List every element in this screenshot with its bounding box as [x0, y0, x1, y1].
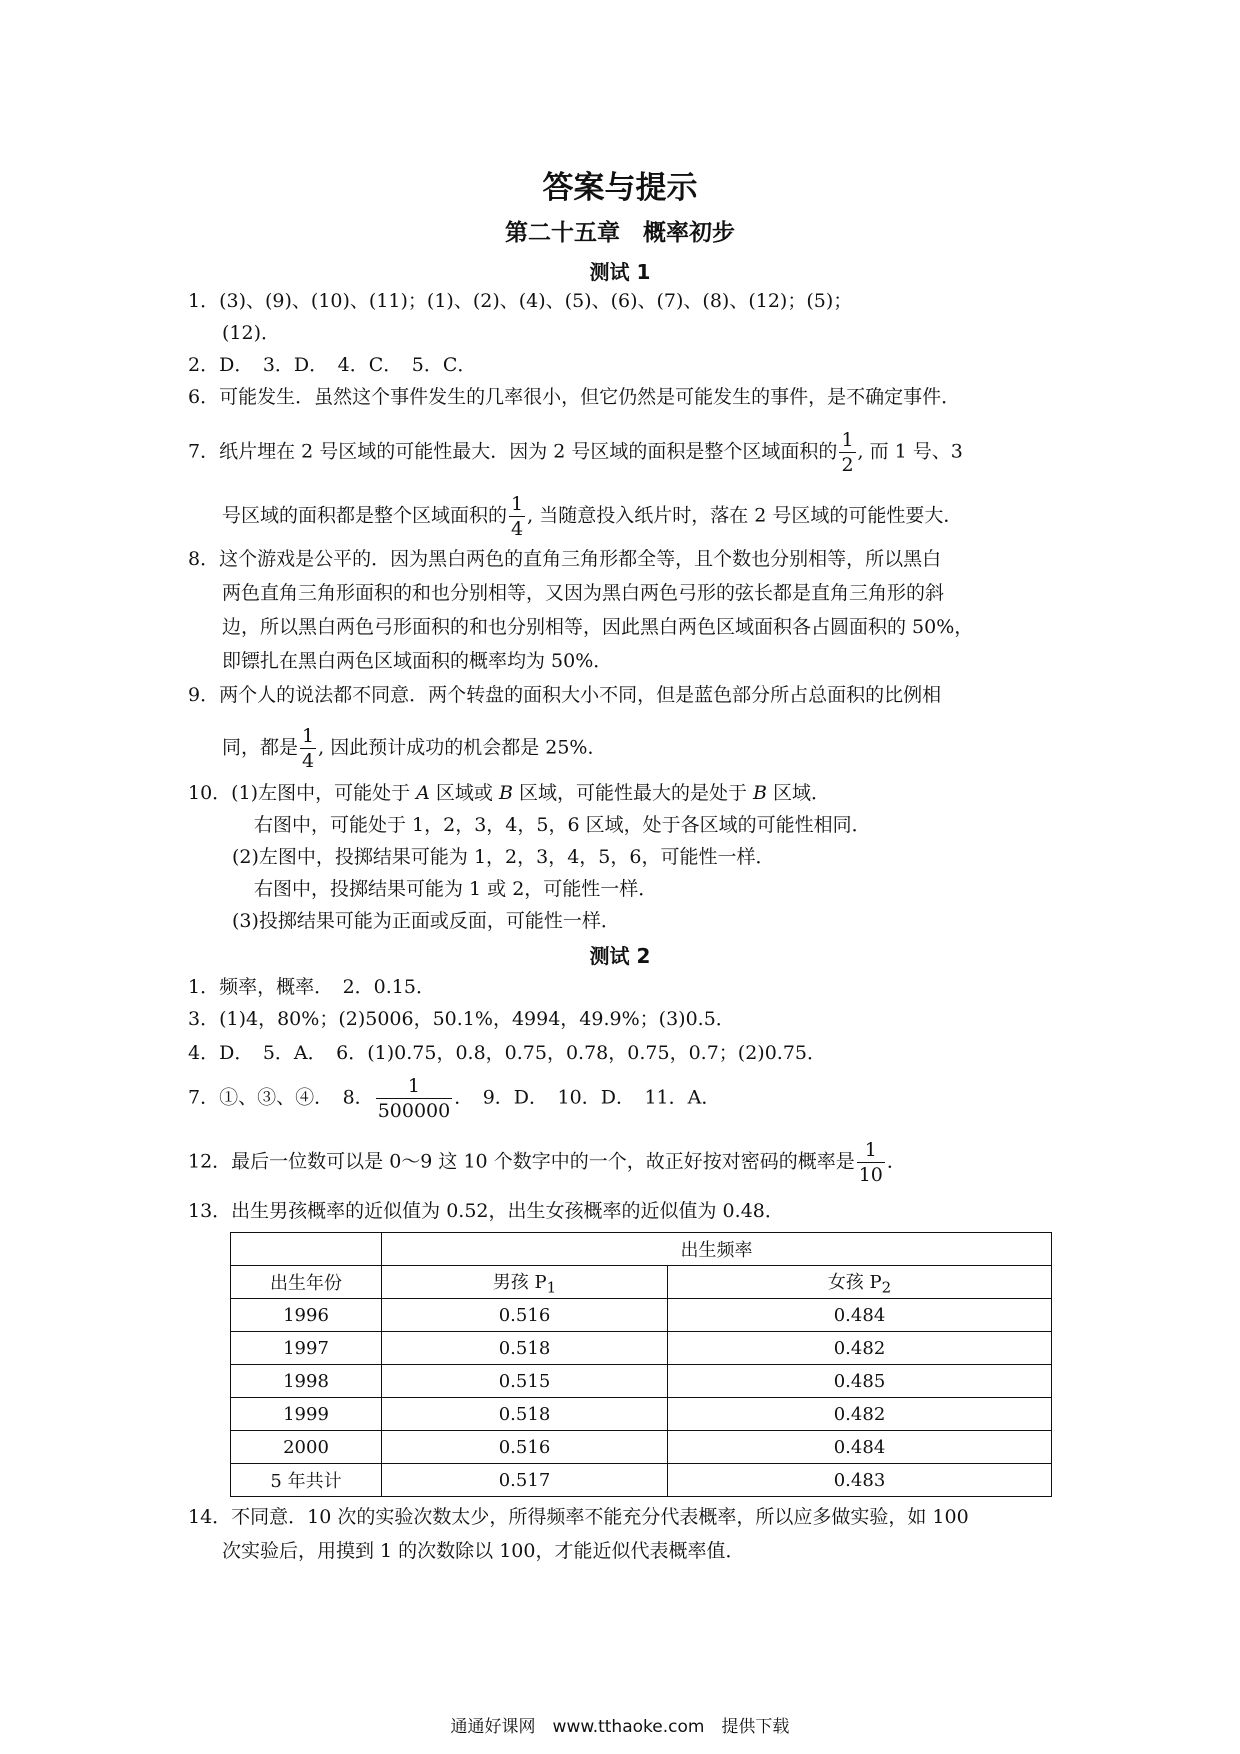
t1-answer-7-text-end: , 而 1 号、3	[857, 440, 963, 463]
cell-boy: 0.517	[382, 1464, 668, 1497]
table-row	[231, 1398, 1052, 1431]
col-girl-label: 女孩 P	[827, 1271, 882, 1293]
t1-answer-8-line3: 边，所以黑白两色弓形面积的和也分别相等，因此黑白两色区域面积各占圆面积的 50%，	[222, 616, 974, 638]
denominator: 500000	[377, 1100, 451, 1122]
fraction	[300, 724, 316, 773]
table-row	[231, 1332, 1052, 1365]
cell-year: 1999	[231, 1398, 382, 1431]
cell-girl: 0.484	[668, 1431, 1052, 1464]
t2-answers-1-2: 1．频率，概率． 2．0.15．	[188, 976, 435, 998]
t1-answer-10-line1	[188, 780, 830, 806]
text-segment: ． 9．D． 10．D． 11．A．	[454, 1086, 721, 1109]
variable-a: A	[416, 782, 430, 804]
table-row	[231, 1365, 1052, 1398]
text-segment: ．	[886, 1150, 906, 1173]
text-segment: 7．①、③、④． 8．	[188, 1086, 374, 1109]
numerator: 1	[841, 429, 854, 451]
table-row	[231, 1431, 1052, 1464]
t1-answer-9-text-end: , 因此预计成功的机会都是 25%．	[318, 736, 607, 759]
text-segment: 区域．	[767, 782, 831, 804]
t1-answer-7-text2: 号区域的面积都是整个区域面积的	[222, 504, 508, 527]
t1-answer-1-cont: (12)．	[222, 322, 281, 344]
fraction	[839, 428, 855, 477]
table-row	[231, 1464, 1052, 1497]
cell-girl: 0.482	[668, 1332, 1052, 1365]
cell-boy: 0.515	[382, 1365, 668, 1398]
t1-answer-9-text: 同，都是	[222, 736, 299, 759]
birth-frequency-table	[230, 1232, 1052, 1497]
t2-answers-4-6: 4．D． 5．A． 6．(1)0.75，0.8，0.75，0.78，0.75，0.7；(2)0.75．	[188, 1042, 827, 1064]
cell-girl: 0.483	[668, 1464, 1052, 1497]
cell-year: 5 年共计	[231, 1464, 382, 1497]
t1-answer-6: 6．可能发生．虽然这个事件发生的几率很小，但它仍然是可能发生的事件，是不确定事件．	[188, 386, 961, 408]
cell-year: 1998	[231, 1365, 382, 1398]
col-year-header: 出生年份	[231, 1266, 382, 1299]
variable-b: B	[498, 782, 513, 804]
cell-boy: 0.516	[382, 1431, 668, 1464]
cell-girl: 0.482	[668, 1398, 1052, 1431]
col-girl-header	[668, 1266, 1052, 1299]
t2-answer-13: 13．出生男孩概率的近似值为 0.52，出生女孩概率的近似值为 0.48．	[188, 1200, 784, 1222]
text-segment: 区域，可能性最大的是处于	[512, 782, 754, 804]
t1-answer-8-line4: 即镖扎在黑白两色区域面积的概率均为 50%．	[222, 650, 613, 672]
cell-girl: 0.485	[668, 1365, 1052, 1398]
numerator: 1	[302, 725, 315, 747]
test1-heading: 测试 1	[589, 260, 651, 284]
table-row	[231, 1299, 1052, 1332]
cell-girl: 0.484	[668, 1299, 1052, 1332]
fraction	[376, 1074, 453, 1123]
col-boy-label: 男孩 P	[492, 1271, 547, 1293]
numerator: 1	[376, 1074, 453, 1099]
denominator: 10	[858, 1164, 883, 1186]
group-header: 出生频率	[382, 1233, 1052, 1266]
text-segment: 区域或	[429, 782, 499, 804]
numerator: 1	[511, 493, 524, 515]
t1-answer-10-line3: (2)左图中，投掷结果可能为 1，2，3，4，5，6，可能性一样．	[232, 846, 775, 868]
t1-answer-7-text: 7．纸片埋在 2 号区域的可能性最大．因为 2 号区域的面积是整个区域面积的	[188, 440, 838, 463]
table-subheader-row	[231, 1266, 1052, 1299]
col-boy-header	[382, 1266, 668, 1299]
page-title: 答案与提示	[542, 170, 698, 206]
t2-answer-14-line1: 14．不同意．10 次的实验次数太少，所得频率不能充分代表概率，所以应多做实验，如 100	[188, 1506, 969, 1528]
cell-year: 1997	[231, 1332, 382, 1365]
cell-boy: 0.518	[382, 1398, 668, 1431]
text-segment: 10．(1)左图中，可能处于	[188, 782, 417, 804]
t1-answer-7-line2	[222, 492, 962, 541]
t1-answer-8-line1: 8．这个游戏是公平的．因为黑白两色的直角三角形都全等，且个数也分别相等，所以黑白	[188, 548, 942, 570]
denominator: 4	[511, 518, 524, 540]
col-boy-sub: 1	[546, 1278, 557, 1297]
t1-answer-10-line2: 右图中，可能处于 1，2，3，4，5，6 区域，处于各区域的可能性相同．	[254, 814, 871, 836]
t1-answer-7-line1	[188, 428, 963, 477]
t1-answer-9-line1: 9．两个人的说法都不同意．两个转盘的面积大小不同，但是蓝色部分所占总面积的比例相	[188, 684, 942, 706]
table-header-row	[231, 1233, 1052, 1266]
cell-boy: 0.518	[382, 1332, 668, 1365]
cell-boy: 0.516	[382, 1299, 668, 1332]
denominator: 4	[302, 750, 315, 772]
col-girl-sub: 2	[881, 1278, 892, 1297]
t1-answer-7-text2-end: , 当随意投入纸片时，落在 2 号区域的可能性要大．	[527, 504, 963, 527]
t1-answer-9-line2	[222, 724, 606, 773]
variable-b: B	[753, 782, 767, 804]
text-segment: 12．最后一位数可以是 0～9 这 10 个数字中的一个，故正好按对密码的概率是	[188, 1150, 855, 1173]
footer-credit: 通通好课网 www.tthaoke.com 提供下载	[450, 1717, 790, 1737]
t2-answer-14-line2: 次实验后，用摸到 1 的次数除以 100，才能近似代表概率值．	[222, 1540, 745, 1562]
fraction	[857, 1138, 885, 1187]
fraction	[509, 492, 525, 541]
t2-answer-3: 3．(1)4，80%；(2)5006，50.1%，4994，49.9%；(3)0.5．	[188, 1008, 735, 1030]
t1-answer-10-line4: 右图中，投掷结果可能为 1 或 2，可能性一样．	[254, 878, 658, 900]
cell-year: 2000	[231, 1431, 382, 1464]
cell-year: 1996	[231, 1299, 382, 1332]
t1-answers-2-5: 2．D． 3．D． 4．C． 5．C．	[188, 354, 477, 376]
t2-answer-12	[188, 1138, 906, 1187]
denominator: 2	[841, 454, 854, 476]
empty-corner-cell	[231, 1233, 382, 1266]
numerator: 1	[857, 1138, 885, 1163]
test2-heading: 测试 2	[589, 944, 651, 968]
chapter-title: 第二十五章 概率初步	[505, 220, 735, 246]
t2-answers-7-11	[188, 1074, 720, 1123]
t1-answer-8-line2: 两色直角三角形面积的和也分别相等，又因为黑白两色弓形的弦长都是直角三角形的斜	[222, 582, 945, 604]
t1-answer-1: 1．(3)、(9)、(10)、(11)；(1)、(2)、(4)、(5)、(6)、(7)、(8)、(12)；(5)；	[188, 290, 853, 312]
t1-answer-10-line5: (3)投掷结果可能为正面或反面，可能性一样．	[232, 910, 620, 932]
